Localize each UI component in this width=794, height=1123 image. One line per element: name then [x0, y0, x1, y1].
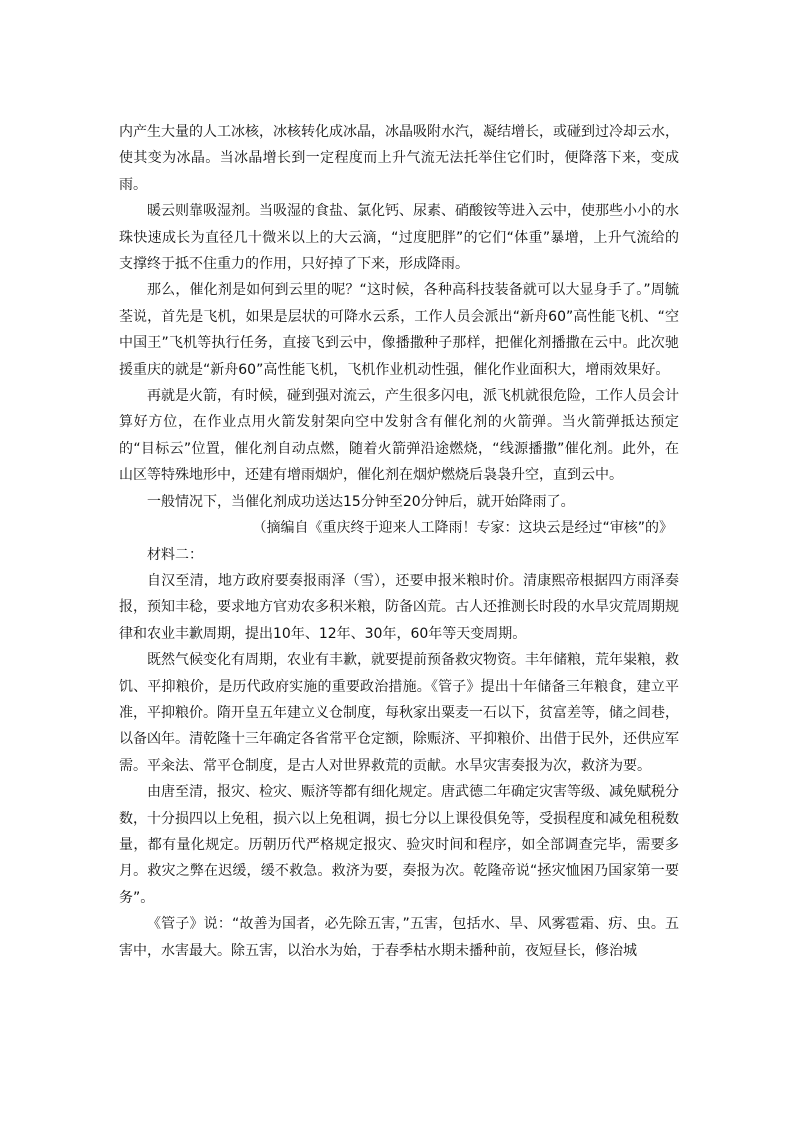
material-two-paragraph-4: 《管子》说：“故善为国者，必先除五害，”五害，包括水、旱、风雾雹霜、疠、虫。五害中，水害最大。除五害，以治水为始，于春季枯水期未播种前，夜短昼长，修治城	[119, 916, 679, 959]
paragraph-3: 那么，催化剂是如何到云里的呢？“这时候，各种高科技装备就可以大显身手了。”周毓荃说，首先是飞机，如果是层状的可降水云系，工作人员会派出“新舟60”高性能飞机、“空中国王”飞机等执行任务，直接飞到云中，像播撒种子那样，把催化剂播撒在云中。此次驰援重庆的就是“新舟60”高性能飞机，飞机作业机动性强，催化作业面积大，增雨效果好。	[119, 282, 679, 378]
material-two-label: 材料二：	[147, 546, 203, 563]
document-page	[119, 119, 679, 964]
source-note: （摘编自《重庆终于迎来人工降雨！专家：这块云是经过“审核”的》	[252, 520, 673, 537]
paragraph-5: 一般情况下，当催化剂成功送达15分钟至20分钟后，就开始降雨了。	[147, 493, 575, 510]
paragraph-4: 再就是火箭，有时候，碰到强对流云，产生很多闪电，派飞机就很危险，工作人员会计算好方位，在作业点用火箭发射架向空中发射含有催化剂的火箭弹。当火箭弹抵达预定的“目标云”位置，催化剂自动点燃，随着火箭弹沿途燃烧，“线源播撒”催化剂。此外，在山区等特殊地形中，还建有增雨烟炉，催化剂在烟炉燃烧后袅袅升空，直到云中。	[119, 388, 679, 484]
material-two-paragraph-3: 由唐至清，报灾、检灾、赈济等都有细化规定。唐武德二年确定灾害等级、减免赋税分数，十分损四以上免租，损六以上免租调，损七分以上课役俱免等，受损程度和减免租税数量，都有量化规定。历朝历代严格规定报灾、验灾时间和程序，如全部调查完毕，需要多月。救灾之弊在迟缓，缓不救急。救济为要，奏报为次。乾隆帝说“拯灾恤困乃国家第一要务”。	[119, 784, 679, 906]
paragraph-2: 暖云则靠吸湿剂。当吸湿的食盐、氯化钙、尿素、硝酸铵等进入云中，使那些小小的水珠快速成长为直径几十微米以上的大云滴，“过度肥胖”的它们“体重”暴增，上升气流给的支撑终于抵不住重力的作用，只好掉了下来，形成降雨。	[119, 203, 679, 273]
paragraph-1: 内产生大量的人工冰核，冰核转化成冰晶，冰晶吸附水汽，凝结增长，或碰到过冷却云水，使其变为冰晶。当冰晶增长到一定程度而上升气流无法托举住它们时，便降落下来，变成雨。	[119, 124, 679, 193]
material-two-paragraph-1: 自汉至清，地方政府要奏报雨泽（雪），还要申报米粮时价。清康熙帝根据四方雨泽奏报，预知丰稔，要求地方官劝农多积米粮，防备凶荒。古人还推测长时段的水旱灾荒周期规律和农业丰歉周期，提出10年、12年、30年，60年等天变周期。	[119, 572, 679, 642]
material-two-paragraph-2: 既然气候变化有周期，农业有丰歉，就要提前预备救灾物资。丰年储粮，荒年粜粮，救饥、平抑粮价，是历代政府实施的重要政治措施。《管子》提出十年储备三年粮食，建立平准，平抑粮价。隋开皇五年建立义仓制度，每秋家出粟麦一石以下，贫富差等，储之闾巷，以备凶年。清乾隆十三年确定各省常平仓定额，除赈济、平抑粮价、出借于民外，还供应军需。平籴法、常平仓制度，是古人对世界救荒的贡献。水旱灾害奏报为次，救济为要。	[119, 652, 679, 774]
